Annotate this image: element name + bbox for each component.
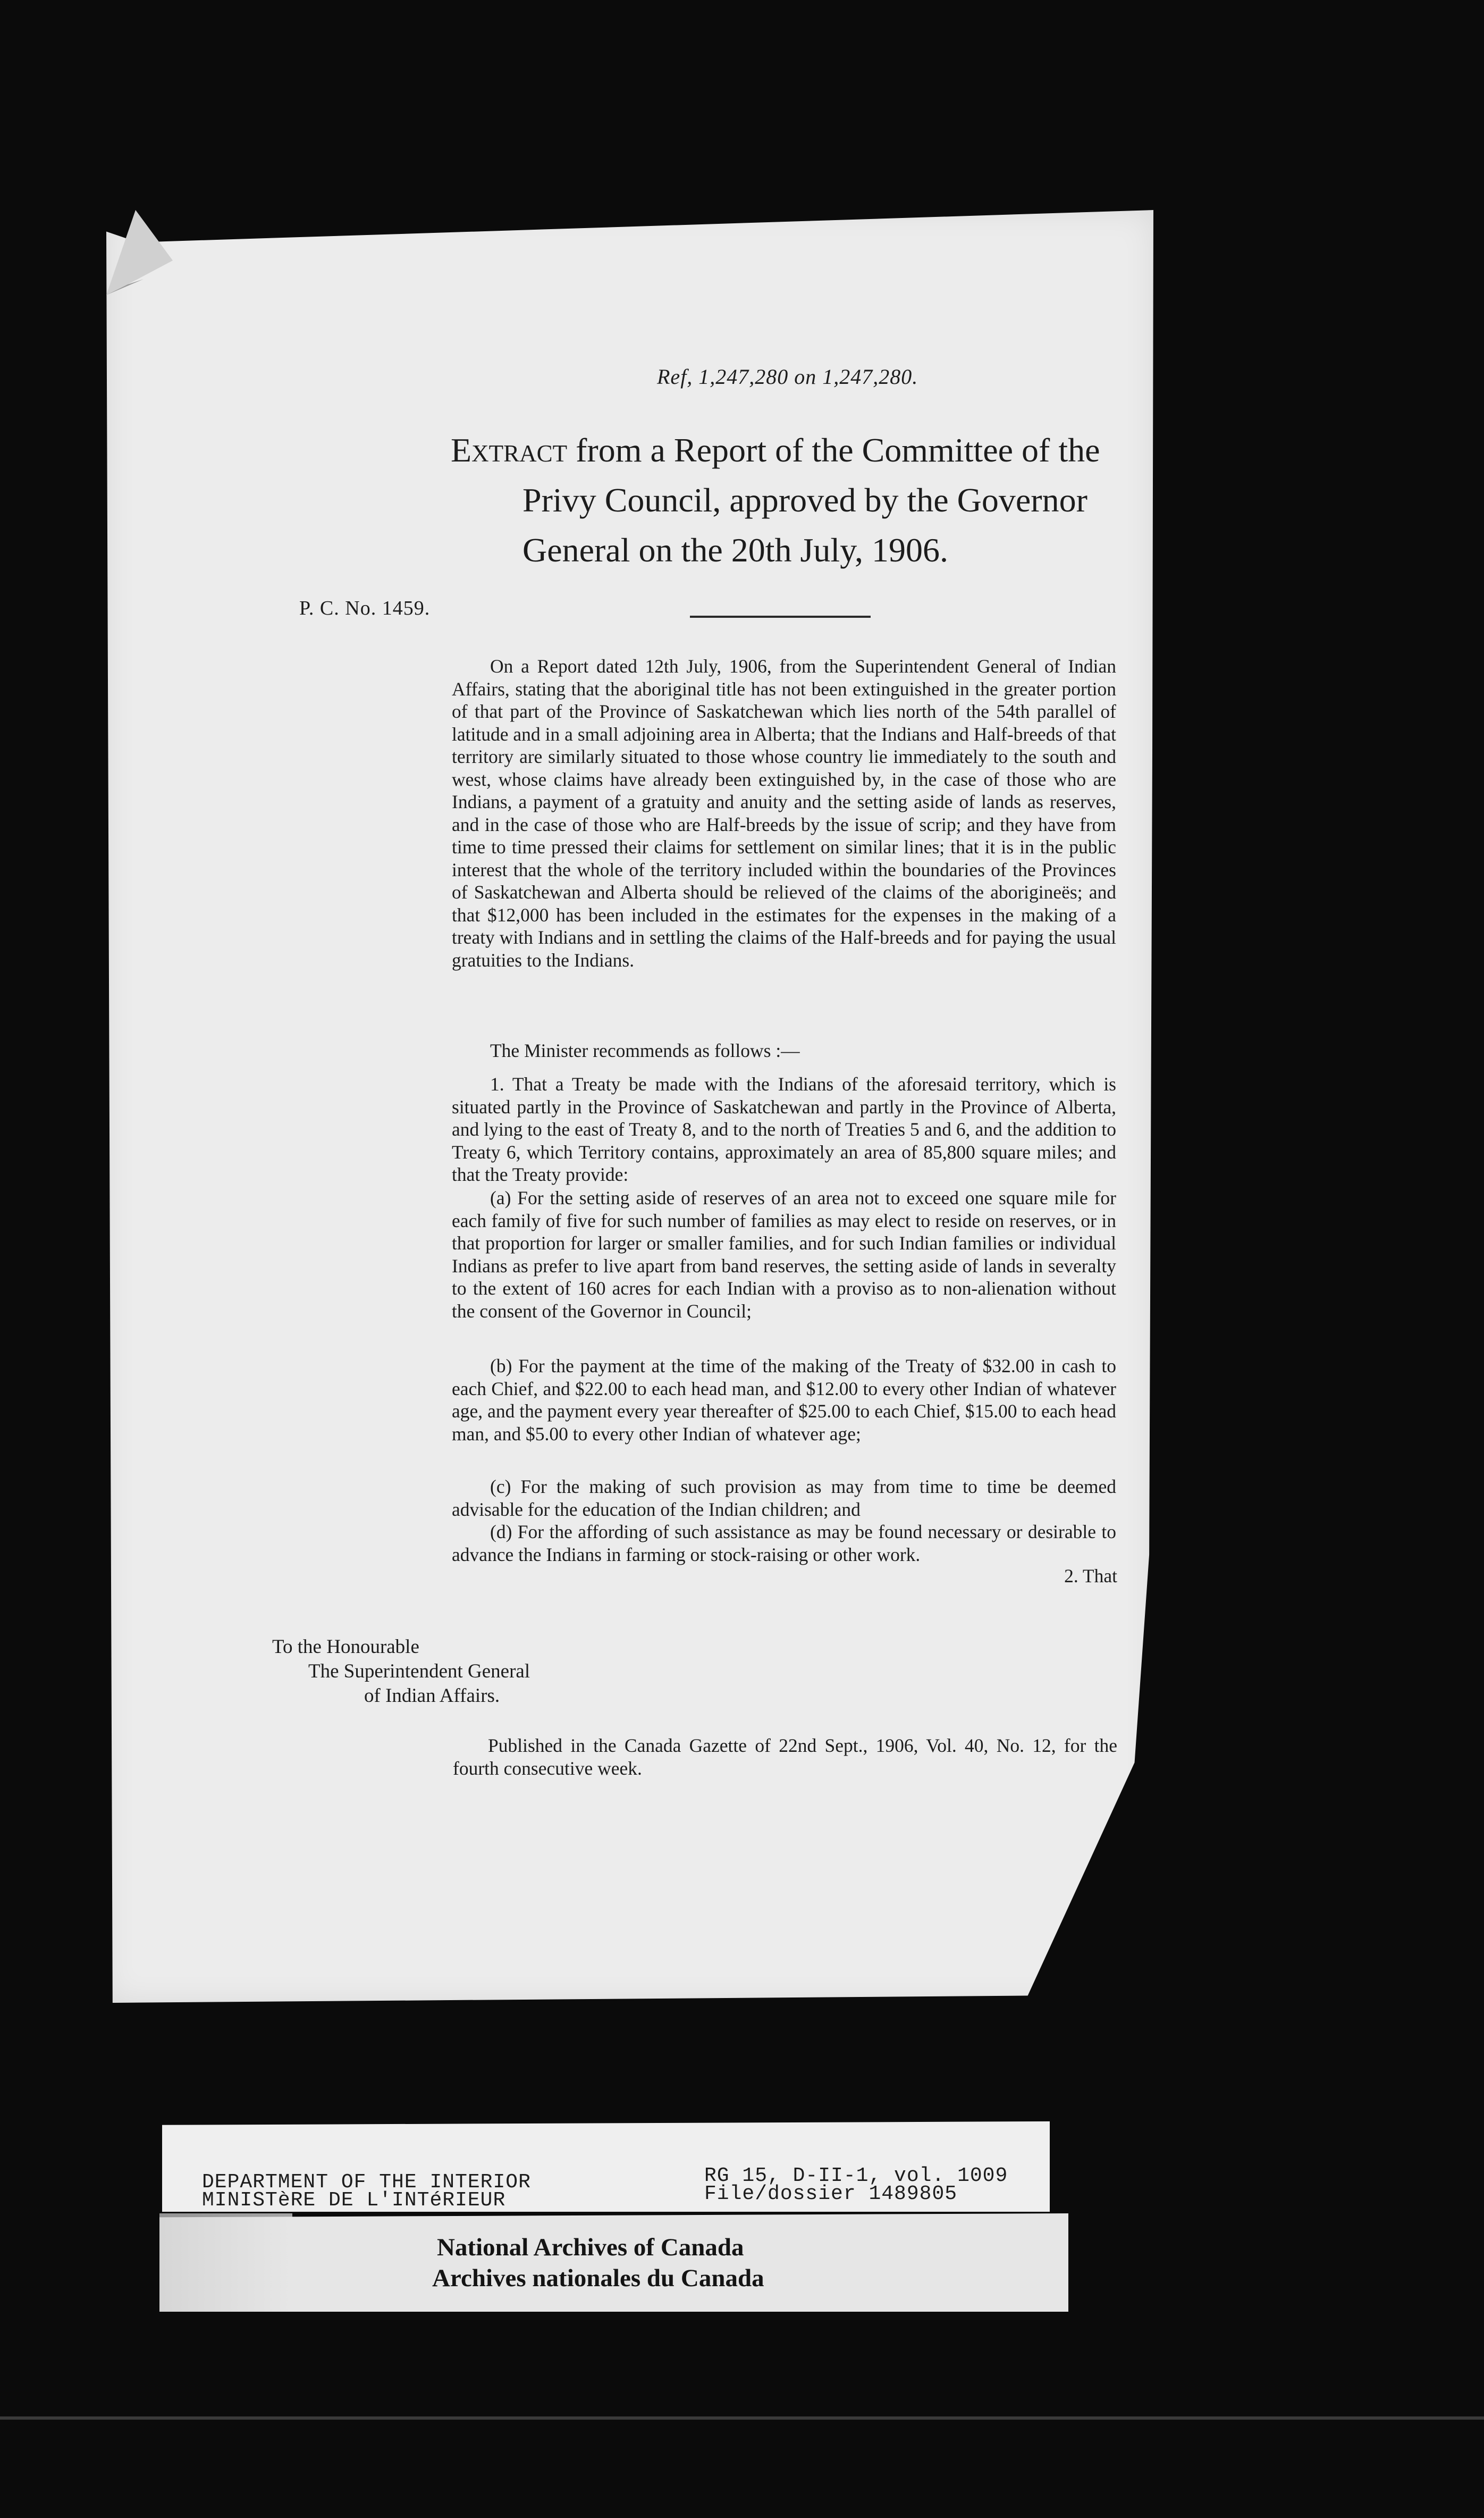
paragraph-minister: The Minister recommends as follows :— [490, 1040, 800, 1061]
title-line-1: from a Report of the Committee of the [567, 431, 1100, 469]
title-divider [690, 616, 871, 618]
addressee-line-2: The Superintendent General [308, 1660, 530, 1682]
title-line-2: Privy Council, approved by the Governor [522, 481, 1087, 519]
document-title [451, 425, 1110, 575]
department-name-en: DEPARTMENT OF THE INTERIOR [202, 2171, 531, 2194]
paragraph-clause-b: (b) For the payment at the time of the making of the Treaty of $32.00 in cash to each Chief, and $22.00 to each head man, and $12.00 to every other Indian of whatever age, and the payment every year thereafter of $25.00 to each Chief, $15.00 to each head man, and $5.00 to every other Indian of whatever age; [452, 1355, 1116, 1445]
paragraph-clause-d: (d) For the affording of such assistance as may be found necessary or desirable to advance the Indians in farming or stock-raising or other work. [452, 1521, 1116, 1565]
catchword: 2. That [1064, 1565, 1117, 1587]
archives-name-en: National Archives of Canada [437, 2234, 744, 2261]
folded-corner [106, 210, 173, 295]
paragraph-clause-a: (a) For the setting aside of reserves of an area not to exceed one square mile for each family of five for such number of families as may elect to reside on reserves, or in that proportion for larger or smaller families, and for such Indian families or individual Indians as prefer to live apart from band reserves, the setting aside of lands in severalty to the extent of 160 acres for each Indian with a proviso as to non-alienation without the consent of the Governor in Council; [452, 1187, 1116, 1322]
paragraph-report: On a Report dated 12th July, 1906, from the Superintendent General of Indian Affairs, stating that the aboriginal title has not been extinguished in the greater portion of that part of the Province of Saskatchewan which lies north of the 54th parallel of latitude and in a small adjoining area in Alberta; that the Indians and Half-breeds of that territory are similarly situated to those whose country lie immediately to the south and west, whose claims have already been extinguished by, in the case of those who are Indians, a payment of a gratuity and anuity and the setting aside of lands as reserves, and in the case of those who are Half-breeds by the issue of scrip; and they have from time to time pressed their claims for settlement on similar lines; that it is in the public interest that the whole of the territory included within the boundaries of the Provinces of Saskatchewan and Alberta should be relieved of the claims of the aborigineës; and that $12,000 has been included in the estimates for the expenses in the making of a treaty with Indians and in settling the claims of the Half-breeds and for paying the usual gratuities to the Indians. [452, 656, 1116, 971]
pc-number: P. C. No. 1459. [299, 597, 431, 619]
department-name-fr: MINISTèRE DE L'INTéRIEUR [202, 2189, 506, 2212]
paragraph-clause-c: (c) For the making of such provision as may from time to time be deemed advisable for the education of the Indian children; and [452, 1476, 1116, 1520]
title-line-3: General on the 20th July, 1906. [522, 531, 949, 569]
archives-label-shade [159, 2213, 292, 2312]
film-edge-line [0, 2416, 1484, 2420]
record-group: RG 15, D-II-1, vol. 1009 [704, 2164, 1008, 2187]
publication-note: Published in the Canada Gazette of 22nd Sept., 1906, Vol. 40, No. 12, for the fourth consecutive week. [453, 1735, 1117, 1779]
archives-name-fr: Archives nationales du Canada [432, 2264, 764, 2292]
addressee-line-3: of Indian Affairs. [364, 1685, 500, 1707]
reference-number: Ref, 1,247,280 on 1,247,280. [657, 365, 918, 389]
addressee-line-1: To the Honourable [272, 1636, 419, 1658]
file-number: File/dossier 1489805 [704, 2183, 958, 2205]
title-lead: Extract [451, 431, 568, 469]
paragraph-treaty: 1. That a Treaty be made with the Indians of the aforesaid territory, which is situated partly in the Province of Saskatchewan and partly in the Province of Alberta, and lying to the east of Treaty 8, and to the north of Treaties 5 and 6, and the addition to Treaty 6, which Territory contains, approximately an area of 85,800 square miles; and that the Treaty provide: [452, 1073, 1116, 1185]
